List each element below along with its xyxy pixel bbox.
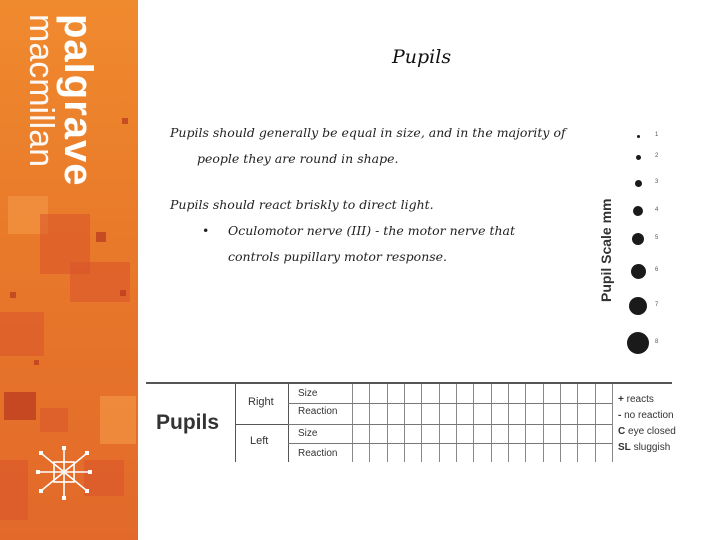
grid-row-line — [288, 443, 612, 444]
brand-wordmark — [24, 14, 98, 187]
legend-sluggish — [618, 442, 670, 453]
legend-text: eye closed — [628, 426, 676, 437]
chart-top-border — [146, 382, 672, 384]
grid-column-line — [525, 384, 526, 462]
legend-symbol: - — [618, 410, 622, 421]
grid-column-line — [560, 384, 561, 462]
legend-text: no reaction — [624, 410, 674, 421]
pupil-chart-strip — [146, 382, 676, 462]
legend-symbol: + — [618, 394, 624, 405]
right-reaction-label: Reaction — [298, 406, 338, 417]
grid-row-line — [288, 424, 612, 425]
slide-body — [170, 120, 570, 270]
pupil-dot-6mm — [631, 264, 646, 279]
pupil-size-number: 1 — [655, 132, 659, 138]
chart-divider — [288, 384, 289, 462]
grid-column-line — [612, 384, 613, 462]
pupil-dot-8mm — [627, 332, 649, 354]
pupil-size-number: 2 — [655, 153, 659, 159]
paragraph-shape-line-1: Pupils should generally be equal in size, and in the majority of — [170, 125, 566, 140]
paragraph-shape-line-2: people they are round in shape. — [197, 151, 399, 166]
chart-divider — [235, 384, 236, 462]
legend-reacts — [618, 394, 654, 405]
grid-column-line — [352, 384, 353, 462]
pupil-dot-7mm — [629, 297, 647, 315]
legend-symbol: SL — [618, 442, 631, 453]
pupil-size-number: 5 — [655, 235, 659, 241]
left-size-label: Size — [298, 428, 318, 439]
grid-column-line — [577, 384, 578, 462]
right-size-label: Size — [298, 388, 318, 399]
pupil-dot-2mm — [636, 155, 641, 160]
grid-column-line — [456, 384, 457, 462]
legend-text: sluggish — [633, 442, 671, 453]
grid-column-line — [439, 384, 440, 462]
paragraph-reaction: Pupils should react briskly to direct light. — [170, 197, 434, 212]
legend-eye-closed — [618, 426, 676, 437]
grid-column-line — [404, 384, 405, 462]
brand-line-2: macmillan — [22, 14, 60, 168]
pupil-size-number: 8 — [655, 339, 659, 345]
slide-title: Pupils — [392, 46, 452, 68]
pupil-size-number: 6 — [655, 267, 659, 273]
pupil-dot-1mm — [637, 135, 640, 138]
legend-text: reacts — [626, 394, 654, 405]
bullet-line-2: controls pupillary motor response. — [228, 249, 448, 264]
grid-column-line — [508, 384, 509, 462]
chart-title: Pupils — [156, 411, 220, 434]
row-label-left: Left — [250, 435, 269, 447]
pupil-scale-label: Pupil Scale mm — [598, 198, 614, 302]
grid-row-line — [288, 403, 612, 404]
row-label-right: Right — [248, 396, 274, 408]
grid-column-line — [421, 384, 422, 462]
grid-column-line — [491, 384, 492, 462]
pupil-size-number: 7 — [655, 302, 659, 308]
pupil-dot-4mm — [633, 206, 643, 216]
bullet-mark: • — [202, 223, 210, 238]
left-reaction-label: Reaction — [298, 448, 338, 459]
pupil-dot-5mm — [632, 233, 644, 245]
brand-line-1: palgrave — [56, 14, 100, 187]
pupil-size-number: 3 — [655, 179, 659, 185]
bullet-oculomotor — [170, 218, 570, 270]
legend-no-reaction — [618, 410, 674, 421]
legend-symbol: C — [618, 426, 626, 437]
pupil-dot-3mm — [635, 180, 642, 187]
grid-column-line — [387, 384, 388, 462]
bullet-line-1: Oculomotor nerve (III) - the motor nerve that — [228, 223, 516, 238]
brand-sidebar — [0, 0, 138, 540]
grid-column-line — [543, 384, 544, 462]
paragraph-shape — [170, 120, 570, 172]
grid-column-line — [369, 384, 370, 462]
network-logo-icon — [34, 440, 94, 508]
grid-column-line — [473, 384, 474, 462]
grid-column-line — [595, 384, 596, 462]
pupil-size-number: 4 — [655, 207, 659, 213]
